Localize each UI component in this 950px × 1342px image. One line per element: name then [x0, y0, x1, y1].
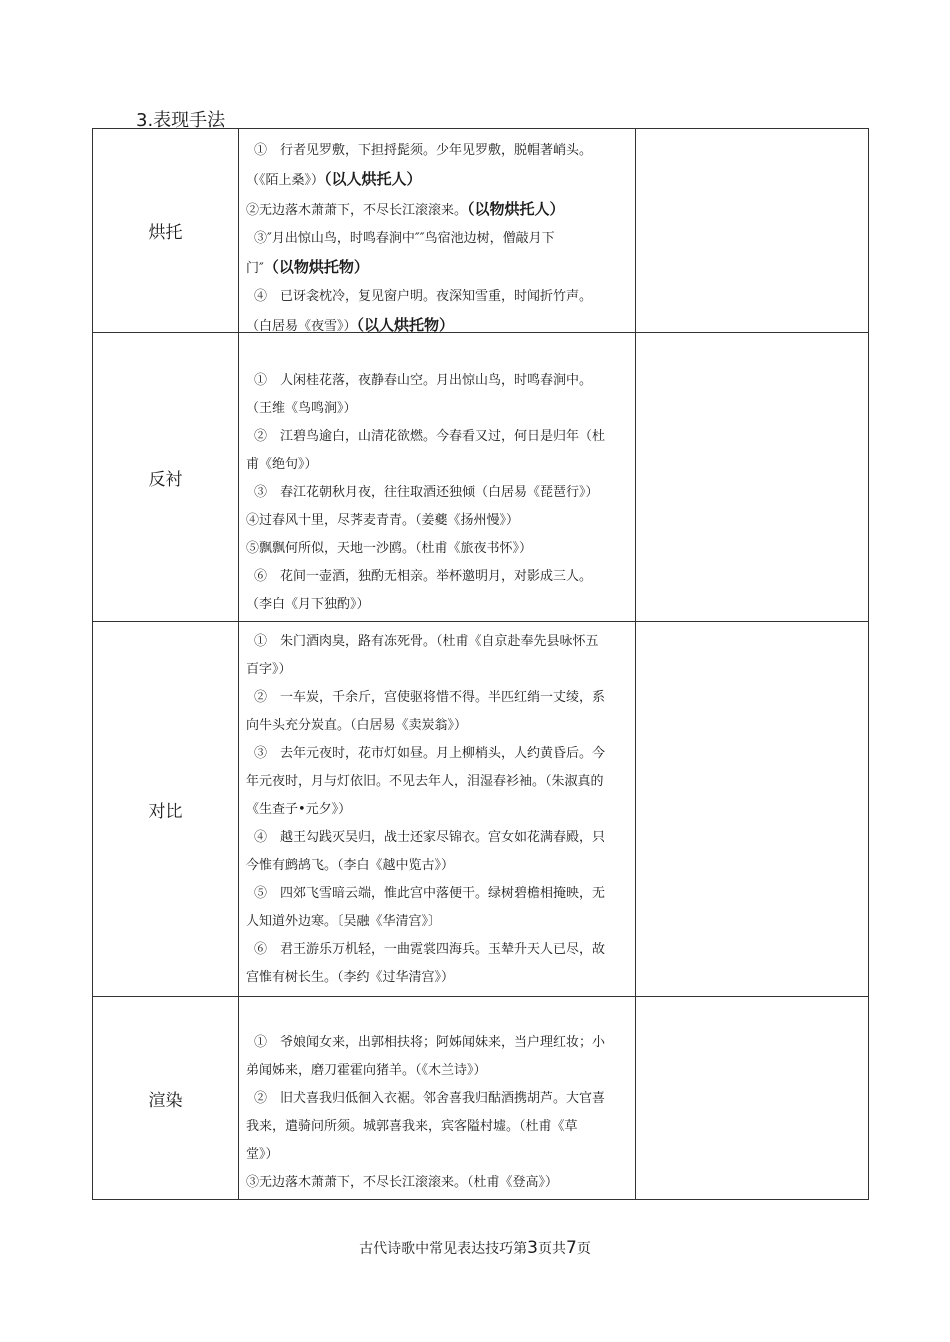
examples-cell	[239, 333, 636, 622]
examples-cell	[239, 997, 636, 1200]
example-line: （王维《鸟鸣涧》）	[246, 401, 357, 416]
example-line: ① 行者见罗敷，下担捋髭须。少年见罗敷，脱帽著峭头。	[254, 143, 593, 158]
example-line: ③ 春江花朝秋月夜，往往取酒还独倾（白居易《琵琶行》）	[254, 485, 599, 500]
example-line: （白居易《夜雪》）（以人烘托物）	[246, 316, 455, 332]
technique-label: 渲染	[93, 997, 239, 1200]
example-line: ③无边落木萧萧下，不尽长江滚滚来。（杜甫《登高》）	[246, 1175, 559, 1190]
examples-list	[239, 333, 635, 621]
technique-label: 烘托	[93, 129, 239, 333]
example-line: 门″（以物烘托物）	[246, 258, 369, 276]
example-line: ④过春风十里，尽荠麦青青。（姜夔《扬州慢》）	[246, 513, 520, 528]
example-line: ① 人闲桂花落，夜静春山空。月出惊山鸟，时鸣春涧中。	[254, 373, 593, 388]
page-footer	[0, 1238, 950, 1258]
blank-cell	[636, 333, 869, 622]
example-line: 弟闻姊来，磨刀霍霍向猪羊。（《木兰诗》）	[246, 1063, 487, 1078]
blank-cell	[636, 622, 869, 997]
example-line: 今惟有鹧鸪飞。（李白《越中览古》）	[246, 858, 455, 873]
table-row	[93, 333, 869, 622]
example-line: 宫惟有树长生。（李约《过华清宫》）	[246, 970, 455, 985]
table-row	[93, 622, 869, 997]
footer-text: 页共	[538, 1241, 566, 1257]
example-line: ③″月出惊山鸟，时鸣春涧中″″鸟宿池边树，僧敲月下	[254, 231, 555, 246]
technique-label: 反衬	[93, 333, 239, 622]
example-line: 堂》）	[246, 1147, 279, 1162]
example-line: ④ 越王勾践灭吴归，战士还家尽锦衣。宫女如花满春殿，只	[254, 830, 606, 845]
example-note: （以人烘托物）	[356, 316, 455, 332]
table-row	[93, 997, 869, 1200]
techniques-table	[92, 128, 869, 1200]
example-line: 甫《绝句》）	[246, 457, 318, 472]
example-line: （李白《月下独酌》）	[246, 597, 370, 612]
blank-cell	[636, 997, 869, 1200]
example-line: （《陌上桑》）（以人烘托人）	[246, 170, 422, 188]
example-line: ③ 去年元夜时，花市灯如昼。月上柳梢头，人约黄昏后。今	[254, 746, 606, 761]
examples-cell	[239, 129, 636, 333]
examples-list	[239, 997, 635, 1199]
example-line: ① 爷娘闻女来，出郭相扶将；阿姊闻妹来，当户理红妆；小	[254, 1035, 606, 1050]
example-line: 百字》）	[246, 662, 292, 677]
page-total: 7	[566, 1238, 577, 1258]
example-line: 向牛头充分炭直。（白居易《卖炭翁》）	[246, 718, 468, 733]
page-number: 3	[527, 1238, 538, 1258]
example-line: ⑤飘飘何所似，天地一沙鸥。（杜甫《旅夜书怀》）	[246, 541, 533, 556]
technique-label: 对比	[93, 622, 239, 997]
example-line: ⑥ 花间一壶酒，独酌无相亲。举杯邀明月，对影成三人。	[254, 569, 593, 584]
example-line: 年元夜时，月与灯依旧。不见去年人，泪湿春衫袖。（朱淑真的	[246, 774, 604, 789]
example-line: ② 江碧鸟逾白，山清花欲燃。今春看又过，何日是归年（杜	[254, 429, 606, 444]
example-line: ⑥ 君王游乐万机轻，一曲霓裳四海兵。玉辇升天人已尽，故	[254, 942, 606, 957]
example-line: 人知道外边寒。〔吴融《华清宫》〕	[246, 914, 442, 929]
example-line: ② 旧犬喜我归低徊入衣裾。邻舍喜我归酤酒携胡芦。大官喜	[254, 1091, 606, 1106]
blank-cell	[636, 129, 869, 333]
example-line: ⑤ 四郊飞雪暗云端，惟此宫中落便干。绿树碧檐相掩映，无	[254, 886, 606, 901]
examples-cell	[239, 622, 636, 997]
example-note: （以物烘托物）	[263, 258, 369, 276]
footer-text: 页	[576, 1241, 591, 1257]
example-note: （以人烘托人）	[324, 170, 422, 188]
table-row	[93, 129, 869, 333]
example-line: ② 一车炭，千余斤，宫使驱将惜不得。半匹红绡一丈绫，系	[254, 690, 606, 705]
example-line: ① 朱门酒肉臭，路有冻死骨。（杜甫《自京赴奉先县咏怀五	[254, 634, 599, 649]
example-note: （以物烘托人）	[467, 200, 565, 218]
footer-text: 古代诗歌中常见表达技巧第	[359, 1241, 528, 1257]
example-line: 《生查子•元夕》）	[246, 802, 352, 817]
example-line: ②无边落木萧萧下，不尽长江滚滚来。（以物烘托人）	[246, 200, 565, 218]
examples-list	[239, 129, 635, 332]
section-heading: 3.表现手法	[136, 110, 226, 131]
examples-list	[239, 622, 635, 996]
example-line: ④ 已讶衾枕冷，复见窗户明。夜深知雪重，时闻折竹声。	[254, 289, 593, 304]
example-line: 我来，遣骑问所须。城郭喜我来，宾客隘村墟。（杜甫《草	[246, 1119, 578, 1134]
